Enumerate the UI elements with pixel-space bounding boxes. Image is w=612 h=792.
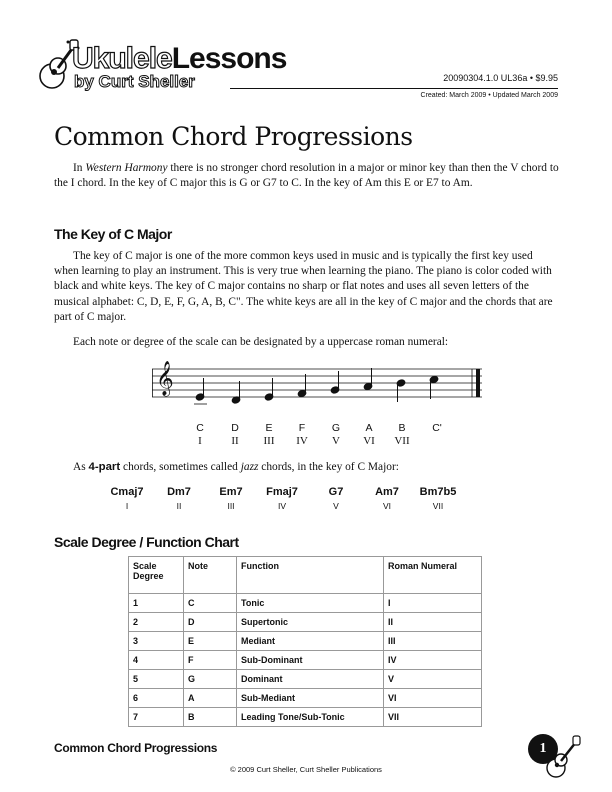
table-row: 5 G Dominant V [129, 670, 482, 689]
scale-notes-drawing [152, 364, 482, 408]
product-line: 20090304.1.0 UL36a • $9.95 [443, 73, 558, 83]
footer-ukulele-icon [540, 734, 584, 782]
section-heading-key-of-c: The Key of C Major [54, 226, 172, 242]
header-rule [230, 88, 558, 89]
dates: Created: March 2009 • Updated March 2009 [420, 92, 558, 99]
note-c-high [429, 375, 439, 399]
roman-numeral: VI [363, 435, 375, 447]
page-title: Common Chord Progressions [54, 122, 413, 151]
key-of-c-paragraph: The key of C major is one of the more common keys used in music and is typically the first key used when learning to play an instrument. This is very true when learning the piano. The piano is color coded with black and white keys. The key of C major contains no sharp or flat notes and uses all seven letters of the musical alphabet: C, D, E, F, G, A, B, C". The white keys are all in the key of C major and the chords that are part of C major. [54, 250, 553, 323]
note-d [231, 381, 241, 404]
roman-numeral: III [263, 435, 275, 447]
copyright: © 2009 Curt Sheller, Curt Sheller Publications [230, 765, 382, 774]
column-header: Roman Numeral [384, 557, 482, 594]
chord-item: Fmaj7 IV [266, 486, 298, 511]
four-part-intro: As 4-part chords, sometimes called jazz chords, in the key of C Major: [73, 461, 399, 473]
table-header-row [129, 557, 482, 594]
note-g [330, 371, 340, 394]
chord-item: Bm7b5 VII [419, 486, 457, 511]
column-header: Function [237, 557, 384, 594]
roman-numeral: II [231, 435, 239, 447]
table-row: 1 C Tonic I [129, 594, 482, 613]
note-letter: D [231, 422, 239, 434]
column-header: Scale Degree [129, 557, 184, 594]
treble-clef-icon: 𝄞 [156, 361, 174, 396]
intro-paragraph: In Western Harmony there is no stronger chord resolution in a major or minor key than then the V chord to the I chord. In the key of C major this is G or G7 to C. In the key of Am this E or E7 to Am. [54, 162, 559, 190]
note-letter: C' [432, 422, 442, 434]
logo-lessons-text: Lessons [171, 42, 287, 75]
column-header: Note [184, 557, 237, 594]
note-letter: A [365, 422, 373, 434]
roman-numeral: I [198, 435, 202, 447]
table-row: 3 E Mediant III [129, 632, 482, 651]
note-e [264, 378, 274, 401]
scale-degree-table [128, 556, 482, 727]
scale-note-letters [0, 422, 612, 436]
chord-item: Dm7 II [167, 486, 191, 511]
logo-byline: by Curt Sheller [74, 72, 195, 91]
table-row: 4 F Sub-Dominant IV [129, 651, 482, 670]
section-heading-chart: Scale Degree / Function Chart [54, 534, 239, 550]
table-row: 7 B Leading Tone/Sub-Tonic VII [129, 708, 482, 727]
chord-item: Em7 III [219, 486, 243, 511]
four-part-bold: 4-part [88, 461, 121, 473]
note-letter: G [331, 422, 341, 434]
jazz-emphasis: jazz [240, 461, 259, 473]
scale-roman-numerals [0, 435, 612, 449]
chord-item: G7 V [328, 486, 344, 511]
roman-numeral: VII [394, 435, 410, 447]
note-letter: C [196, 422, 204, 434]
roman-numeral: V [332, 435, 340, 447]
scale-intro: Each note or degree of the scale can be designated by a uppercase roman numeral: [73, 336, 449, 348]
note-letter: F [298, 422, 306, 434]
logo-ukulele-text: Ukulele [72, 42, 172, 75]
note-a [363, 368, 373, 391]
note-b [396, 379, 406, 402]
table-row: 6 A Sub-Mediant VI [129, 689, 482, 708]
roman-numeral: IV [296, 435, 308, 447]
note-letter: B [398, 422, 406, 434]
chord-item: Cmaj7 I [110, 486, 144, 511]
chord-row [0, 486, 612, 516]
table-row: 2 D Supertonic II [129, 613, 482, 632]
footer-title: Common Chord Progressions [54, 741, 218, 755]
intro-emphasis: Western Harmony [85, 162, 168, 174]
note-letter: E [265, 422, 273, 434]
note-c [194, 378, 207, 404]
note-f [297, 374, 307, 398]
page-number: 1 [528, 734, 558, 764]
chord-item: Am7 VI [375, 486, 399, 511]
